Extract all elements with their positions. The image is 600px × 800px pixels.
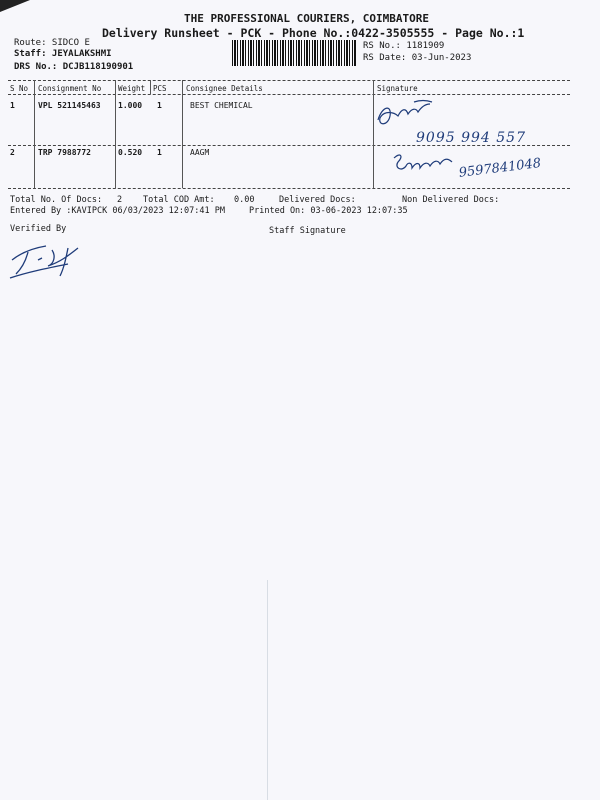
company-title: THE PROFESSIONAL COURIERS, COIMBATORE	[184, 12, 430, 25]
total-docs-label: Total No. Of Docs:	[10, 195, 103, 205]
staff-signature-label: Staff Signature	[269, 226, 346, 236]
non-delivered-docs-label: Non Delivered Docs:	[402, 195, 500, 205]
rs-date: RS Date: 03-Jun-2023	[363, 53, 472, 63]
row1-weight: 1.000	[118, 101, 143, 110]
verified-by-label: Verified By	[10, 224, 67, 234]
staff-text: Staff: JEYALAKSHMI	[14, 49, 112, 59]
row1-pcs: 1	[157, 101, 162, 110]
total-docs-value: 2	[117, 195, 123, 205]
table-top-rule	[8, 80, 570, 81]
drs-number: DRS No.: DCJB118190901	[14, 62, 134, 72]
row1-consignee: BEST CHEMICAL	[190, 101, 253, 110]
header-pcs: PCS	[153, 84, 167, 93]
header-consignee: Consignee Details	[186, 84, 263, 93]
header-sno: S No	[10, 84, 29, 93]
header-consignment: Consignment No	[38, 84, 102, 93]
row2-pcs: 1	[157, 148, 162, 157]
row1-consignment: VPL 521145463	[38, 101, 101, 110]
runsheet-heading: Delivery Runsheet - PCK - Phone No.:0422-3505555 - Page No.:1	[102, 26, 525, 40]
column-divider	[150, 80, 151, 94]
header-weight: Weight	[118, 84, 146, 93]
total-cod-label: Total COD Amt:	[143, 195, 215, 205]
column-divider	[115, 80, 116, 188]
column-divider	[182, 80, 183, 188]
row1-signature-scribble	[372, 98, 452, 132]
column-divider	[34, 80, 35, 188]
printed-on-text: Printed On: 03-06-2023 12:07:35	[249, 206, 408, 216]
row1-sno: 1	[10, 101, 15, 110]
header-signature: Signature	[377, 84, 418, 93]
rs-number: RS No.: 1181909	[363, 41, 445, 51]
column-divider	[373, 80, 374, 188]
verifier-signature-scribble	[8, 238, 94, 282]
row2-consignment: TRP 7988772	[38, 148, 91, 157]
row2-handwritten-phone: 9597841048	[458, 155, 542, 181]
row1-handwritten-phone: 9095 994 557	[416, 130, 526, 146]
table-header-rule	[8, 94, 570, 95]
delivered-docs-label: Delivered Docs:	[279, 195, 356, 205]
total-cod-value: 0.00	[234, 195, 255, 205]
entered-by-text: Entered By :KAVIPCK 06/03/2023 12:07:41 PM	[10, 206, 225, 216]
barcode-image	[232, 40, 356, 66]
route-text: Route: SIDCO E	[14, 38, 90, 48]
table-bottom-rule	[8, 188, 570, 189]
paper-fold-line	[267, 580, 268, 800]
row2-consignee: AAGM	[190, 148, 210, 157]
row2-weight: 0.520	[118, 148, 143, 157]
row2-sno: 2	[10, 148, 15, 157]
scan-corner-mark	[0, 0, 30, 12]
